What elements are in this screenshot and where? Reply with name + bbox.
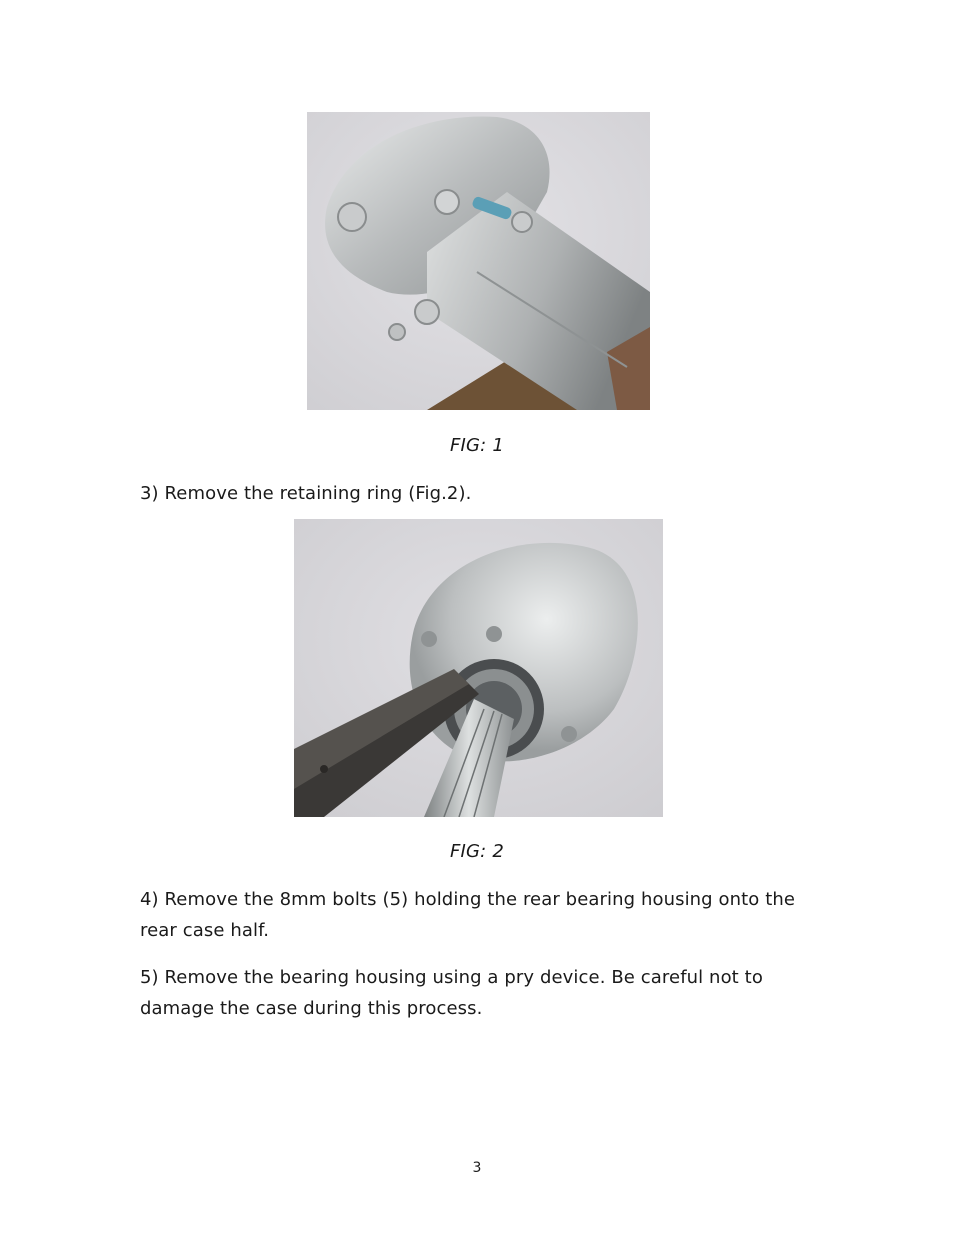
figure-2-photo	[294, 519, 663, 817]
figure-2-caption: FIG: 2	[449, 841, 505, 862]
retaining-ring-removal-image	[294, 519, 663, 817]
page-number: 3	[472, 1160, 482, 1176]
step-5-text: 5) Remove the bearing housing using a pry device. Be careful not to damage the case during this process.	[140, 967, 763, 1019]
figure-1-caption: FIG: 1	[449, 435, 505, 456]
transmission-housing-image	[307, 112, 650, 410]
step-3-text: 3) Remove the retaining ring (Fig.2).	[140, 483, 472, 504]
step-4-text: 4) Remove the 8mm bolts (5) holding the rear bearing housing onto the rear case half.	[140, 889, 796, 941]
figure-1-photo	[307, 112, 650, 410]
